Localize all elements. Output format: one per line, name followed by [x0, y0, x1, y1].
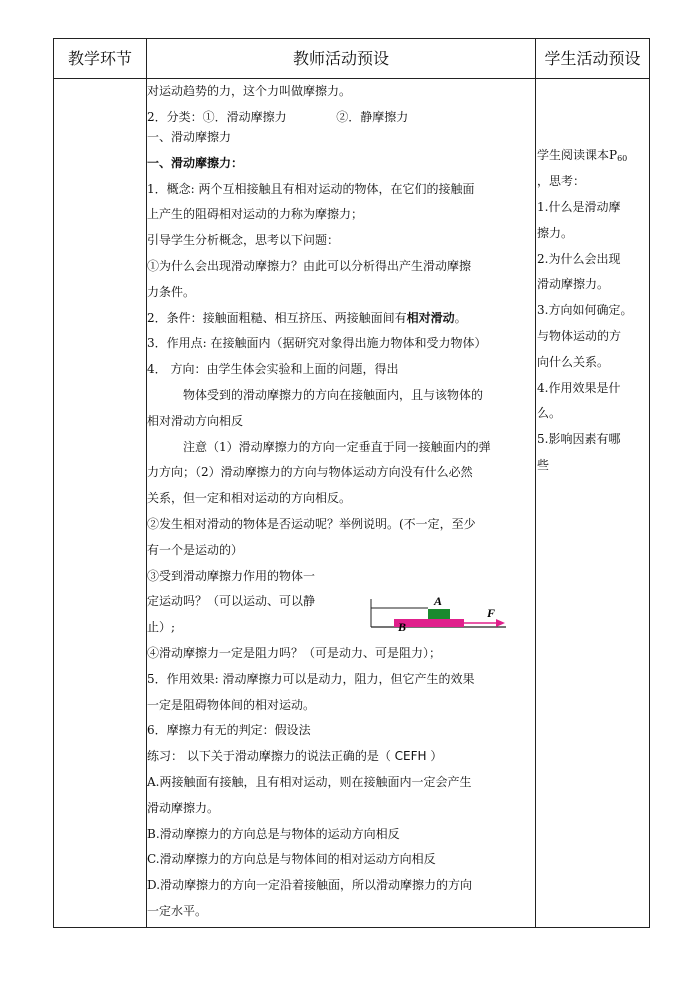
teacher-line: ②发生相对滑动的物体是否运动呢？举例说明。(不一定，至少 [147, 517, 476, 531]
teacher-line: 关系，但一定和相对运动的方向相反。 [147, 491, 352, 505]
exercise-paren: ） [430, 749, 443, 763]
student-line-reading [537, 147, 627, 167]
option-d: D.滑动摩擦力的方向一定沿着接触面，所以滑动摩擦力的方向 [147, 878, 473, 892]
label-a: A [434, 594, 443, 608]
teacher-line: 力方向；（2）滑动摩擦力的方向与物体运动方向没有什么必然 [147, 465, 473, 479]
force-arrow-head [496, 619, 505, 627]
teacher-line: 引导学生分析概念，思考以下问题： [147, 233, 340, 247]
teacher-line: ①为什么会出现滑动摩擦力？由此可以分析得出产生滑动摩擦 [147, 259, 472, 273]
condition-end: 。 [454, 311, 467, 325]
header-student-activity: 学生活动预设 [544, 49, 641, 68]
header-teaching-step: 教学环节 [67, 49, 132, 68]
student-line: 向什么关系。 [537, 355, 610, 369]
option-b: B.滑动摩擦力的方向总是与物体的运动方向相反 [147, 827, 400, 841]
teacher-line: 4． 方向：由学生体会实验和上面的问题，得出 [147, 362, 399, 376]
teacher-line: 6．摩擦力有无的判定：假设法 [147, 723, 311, 737]
condition-text: 2．条件：接触面粗糙、相互挤压、两接触面间有 [147, 311, 407, 325]
exercise-answer: CEFH [394, 749, 427, 763]
option-a-cont: 滑动摩擦力。 [147, 801, 220, 815]
student-reading-text: 学生阅读课本P [537, 148, 618, 162]
student-line: 5.影响因素有哪 [537, 432, 621, 446]
teacher-line: 止）; [147, 620, 176, 634]
option-d-cont: 一定水平。 [147, 904, 208, 918]
student-line: 么。 [537, 406, 562, 420]
classification-sliding: 2．分类：①．滑动摩擦力 [147, 110, 287, 124]
student-line: 1.什么是滑动摩 [537, 200, 621, 214]
block-a [428, 609, 450, 619]
page-number-subscript: 60 [617, 154, 628, 163]
student-line: 4.作用效果是什 [537, 381, 621, 395]
exercise-question [147, 748, 442, 764]
student-line: 些 [537, 458, 550, 472]
teacher-line: 5．作用效果: 滑动摩擦力可以是动力，阻力，但它产生的效果 [147, 672, 475, 686]
teacher-line: 对运动趋势的力，这个力叫做摩擦力。 [147, 84, 352, 98]
exercise-stem: 练习： 以下关于滑动摩擦力的说法正确的是（ [147, 749, 391, 763]
student-line: 2.为什么会出现 [537, 252, 621, 266]
teacher-line: 力条件。 [147, 285, 196, 299]
student-line: ，思考： [537, 174, 586, 188]
column-divider-2 [535, 39, 536, 927]
teacher-line: ③受到滑动摩擦力作用的物体一 [147, 569, 316, 583]
student-line: 与物体运动的方 [537, 329, 622, 343]
label-b: B [398, 620, 407, 634]
teacher-line: 一定是阻碍物体间的相对运动。 [147, 698, 316, 712]
teacher-line-condition [147, 310, 467, 326]
label-f: F [487, 606, 496, 620]
lesson-plan-table [53, 38, 650, 928]
teacher-line-classification [147, 109, 408, 125]
column-divider-1 [146, 39, 147, 927]
teacher-line: 上产生的阻碍相对运动的力称为摩擦力； [147, 207, 364, 221]
condition-emphasis: 相对滑动 [406, 311, 455, 325]
teacher-line: ④滑动摩擦力一定是阻力吗？（可是动力、可是阻力）； [147, 646, 442, 660]
teacher-line: 1．概念: 两个互相接触且有相对运动的物体，在它们的接触面 [147, 182, 475, 196]
teacher-line: 一、滑动摩擦力 [147, 130, 232, 144]
teacher-line: 注意（1）滑动摩擦力的方向一定垂直于同一接触面内的弹 [183, 440, 491, 454]
classification-static: ②．静摩擦力 [336, 110, 409, 124]
option-c: C.滑动摩擦力的方向总是与物体间的相对运动方向相反 [147, 852, 436, 866]
friction-diagram [316, 579, 512, 635]
student-line: 擦力。 [537, 226, 574, 240]
teacher-line: 有一个是运动的） [147, 543, 244, 557]
teacher-line: 3．作用点: 在接触面内（据研究对象得出施力物体和受力物体） [147, 336, 487, 350]
header-teacher-activity: 教师活动预设 [292, 49, 389, 68]
student-line: 3.方向如何确定。 [537, 303, 633, 317]
student-line: 滑动摩擦力。 [537, 277, 610, 291]
teacher-line: 定运动吗？（可以运动、可以静 [147, 594, 316, 608]
teacher-line: 物体受到的滑动摩擦力的方向在接触面内，且与该物体的 [183, 388, 484, 402]
teacher-line: 相对滑动方向相反 [147, 414, 244, 428]
option-a: A.两接触面有接触，且有相对运动，则在接触面内一定会产生 [147, 775, 472, 789]
table-header-row [54, 39, 649, 79]
section-heading: 一、滑动摩擦力： [147, 156, 244, 170]
